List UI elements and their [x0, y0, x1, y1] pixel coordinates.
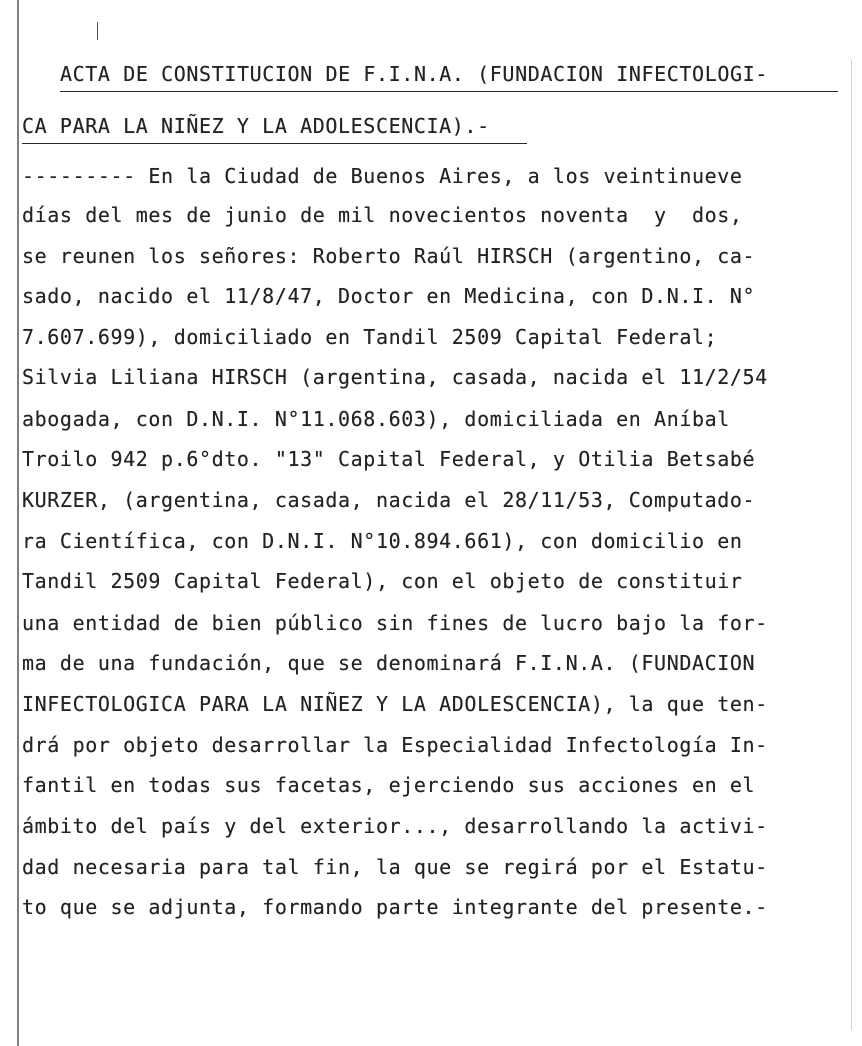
- document-title-line-1: ACTA DE CONSTITUCION DE F.I.N.A. (FUNDACION INFECTOLOGI-: [60, 62, 768, 86]
- body-line: INFECTOLOGICA PARA LA NIÑEZ Y LA ADOLESCENCIA), la que ten-: [22, 692, 768, 716]
- body-line: dad necesaria para tal fin, la que se regirá por el Estatu-: [22, 855, 768, 879]
- body-line: ma de una fundación, que se denominará F.I.N.A. (FUNDACION: [22, 651, 756, 675]
- body-line: se reunen los señores: Roberto Raúl HIRSCH (argentino, ca-: [22, 244, 756, 268]
- body-line: una entidad de bien público sin fines de lucro bajo la for-: [22, 611, 768, 635]
- body-line: abogada, con D.N.I. N°11.068.603), domiciliada en Aníbal: [22, 407, 730, 431]
- body-line: Silvia Liliana HIRSCH (argentina, casada, nacida el 11/2/54: [22, 365, 768, 389]
- body-line: Troilo 942 p.6°dto. "13" Capital Federal, y Otilia Betsabé: [22, 447, 756, 471]
- page-tick-mark: [97, 22, 98, 40]
- body-line: --------- En la Ciudad de Buenos Aires, a los veintinueve: [22, 164, 743, 188]
- right-margin-rule: [851, 60, 852, 1030]
- body-line: KURZER, (argentina, casada, nacida el 28/11/53, Computado-: [22, 488, 756, 512]
- body-line: to que se adjunta, formando parte integrante del presente.-: [22, 895, 768, 919]
- body-line: días del mes de junio de mil novecientos noventa y dos,: [22, 203, 743, 227]
- left-margin-rule: [17, 0, 19, 1046]
- body-line: ra Científica, con D.N.I. N°10.894.661), con domicilio en: [22, 529, 743, 553]
- title-underline-2: [22, 143, 527, 144]
- title-underline-1: [60, 91, 838, 92]
- body-line: fantil en todas sus facetas, ejerciendo sus acciones en el: [22, 773, 756, 797]
- body-line: sado, nacido el 11/8/47, Doctor en Medicina, con D.N.I. N°: [22, 284, 756, 308]
- body-line: drá por objeto desarrollar la Especialidad Infectología In-: [22, 733, 768, 757]
- document-title-line-2: CA PARA LA NIÑEZ Y LA ADOLESCENCIA).-: [22, 114, 490, 138]
- body-line: 7.607.699), domiciliado en Tandil 2509 Capital Federal;: [22, 325, 718, 349]
- body-line: Tandil 2509 Capital Federal), con el objeto de constituir: [22, 569, 743, 593]
- body-line: ámbito del país y del exterior..., desarrollando la activi-: [22, 814, 768, 838]
